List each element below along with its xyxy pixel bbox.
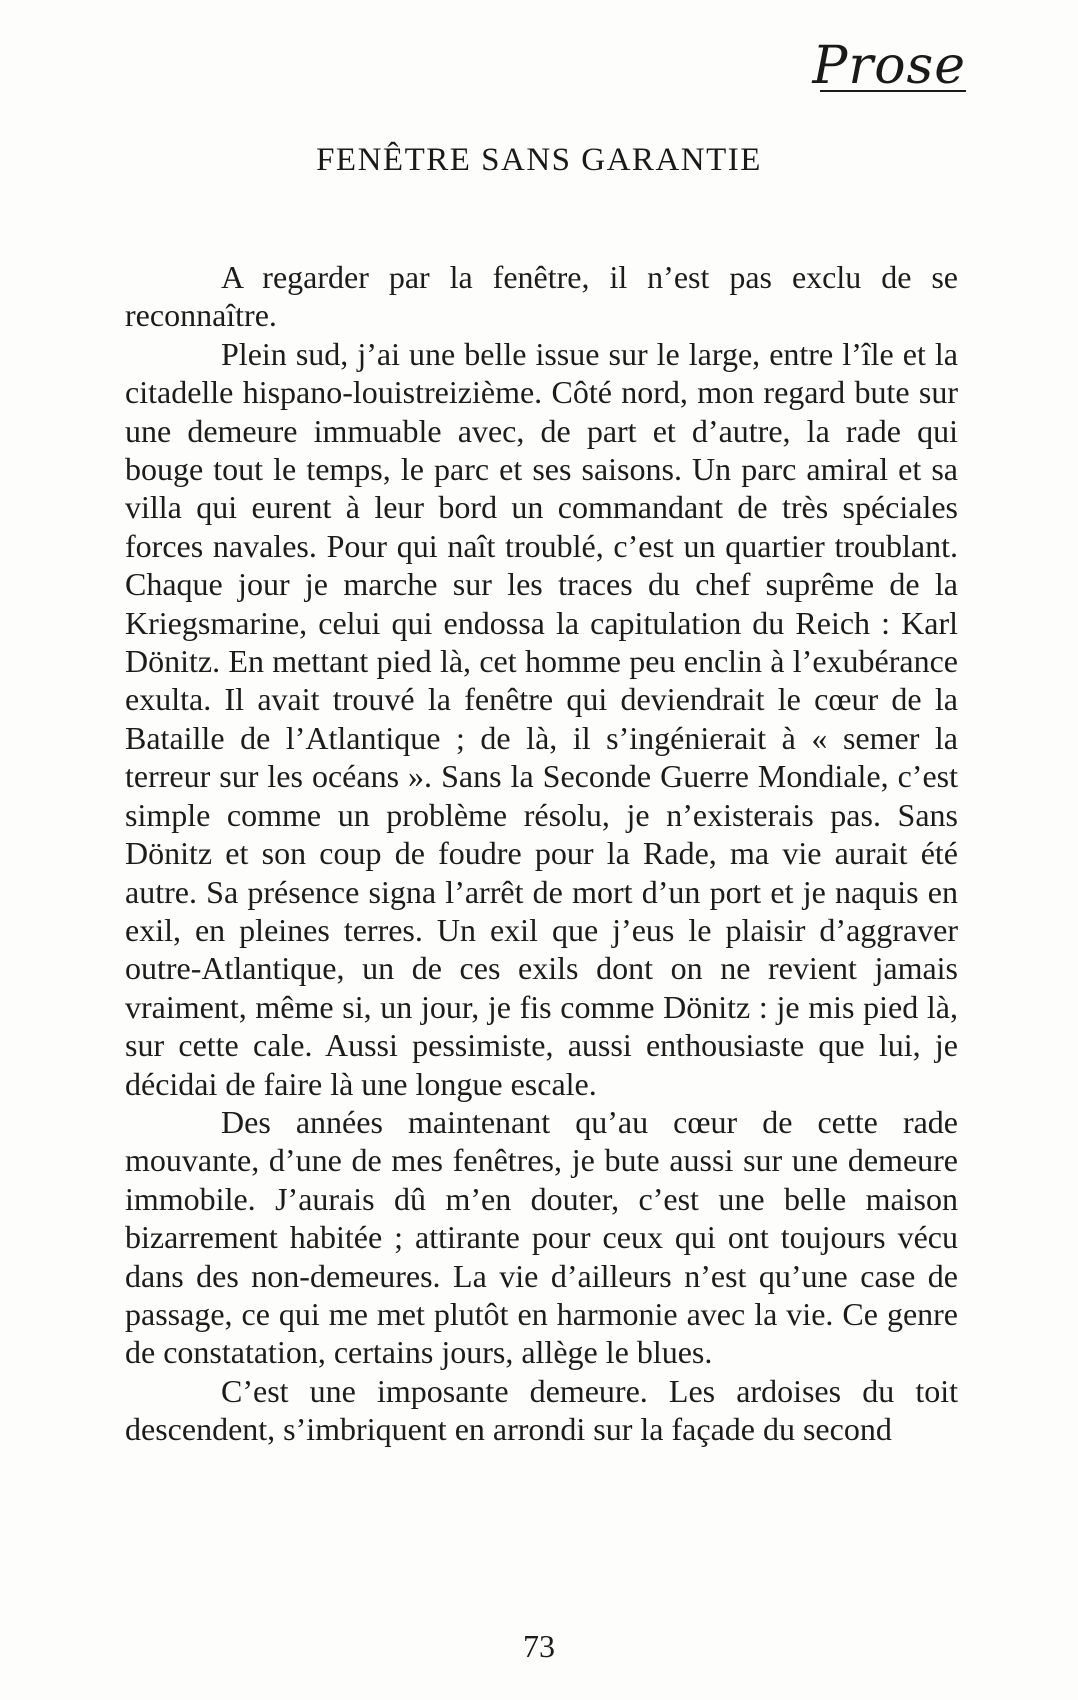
paragraph: C’est une imposante demeure. Les ardoises du toit descendent, s’imbriquent en arrondi sur la façade du second [125,1372,958,1448]
section-underline [820,90,966,92]
page-number: 73 [523,1628,555,1664]
paragraph: Plein sud, j’ai une belle issue sur le large, entre l’île et la citadelle hispano-louistreizième. Côté nord, mon regard bute sur une demeure immuable avec, de part et d’autre, la rade qui bouge tout le temps, le parc et ses saisons. Un parc amiral et sa villa qui eurent à leur bord un commandant de très spéciales forces navales. Pour qui naît troublé, c’est un quartier troublant. Chaque jour je marche sur les traces du chef suprême de la Kriegsmarine, celui qui endossa la capitulation du Reich : Karl Dönitz. En mettant pied là, cet homme peu enclin à l’exubérance exulta. Il avait trouvé la fenêtre qui deviendrait le cœur de la Bataille de l’Atlantique ; de là, il s’ingénierait à « semer la terreur sur les océans ». Sans la Seconde Guerre Mondiale, c’est simple comme un problème résolu, je n’existerais pas. Sans Dönitz et son coup de foudre pour la Rade, ma vie aurait été autre. Sa présence signa l’arrêt de mort d’un port et je naquis en exil, en pleines terres. Un exil que j’eus le plaisir d’aggraver outre-Atlantique, un de ces exils dont on ne revient jamais vraiment, même si, un jour, je fis comme Dönitz : je mis pied là, sur cette cale. Aussi pessimiste, aussi enthousiaste que lui, je décidai de faire là une longue escale. [125,335,958,1102]
paragraph: Des années maintenant qu’au cœur de cette rade mouvante, d’une de mes fenêtres, je bute aussi sur une demeure immobile. J’aurais dû m’en douter, c’est une belle maison bizarrement habitée ; attirante pour ceux qui ont toujours vécu dans des non-demeures. La vie d’ailleurs n’est qu’une case de passage, ce qui me met plutôt en harmonie avec la vie. Ce genre de constatation, certains jours, allège le blues. [125,1103,958,1371]
paragraph: A regarder par la fenêtre, il n’est pas exclu de se reconnaître. [125,259,958,334]
body-text [125,258,958,1449]
chapter-title: FENÊTRE SANS GARANTIE [316,142,762,178]
section-label: Prose [812,36,966,96]
